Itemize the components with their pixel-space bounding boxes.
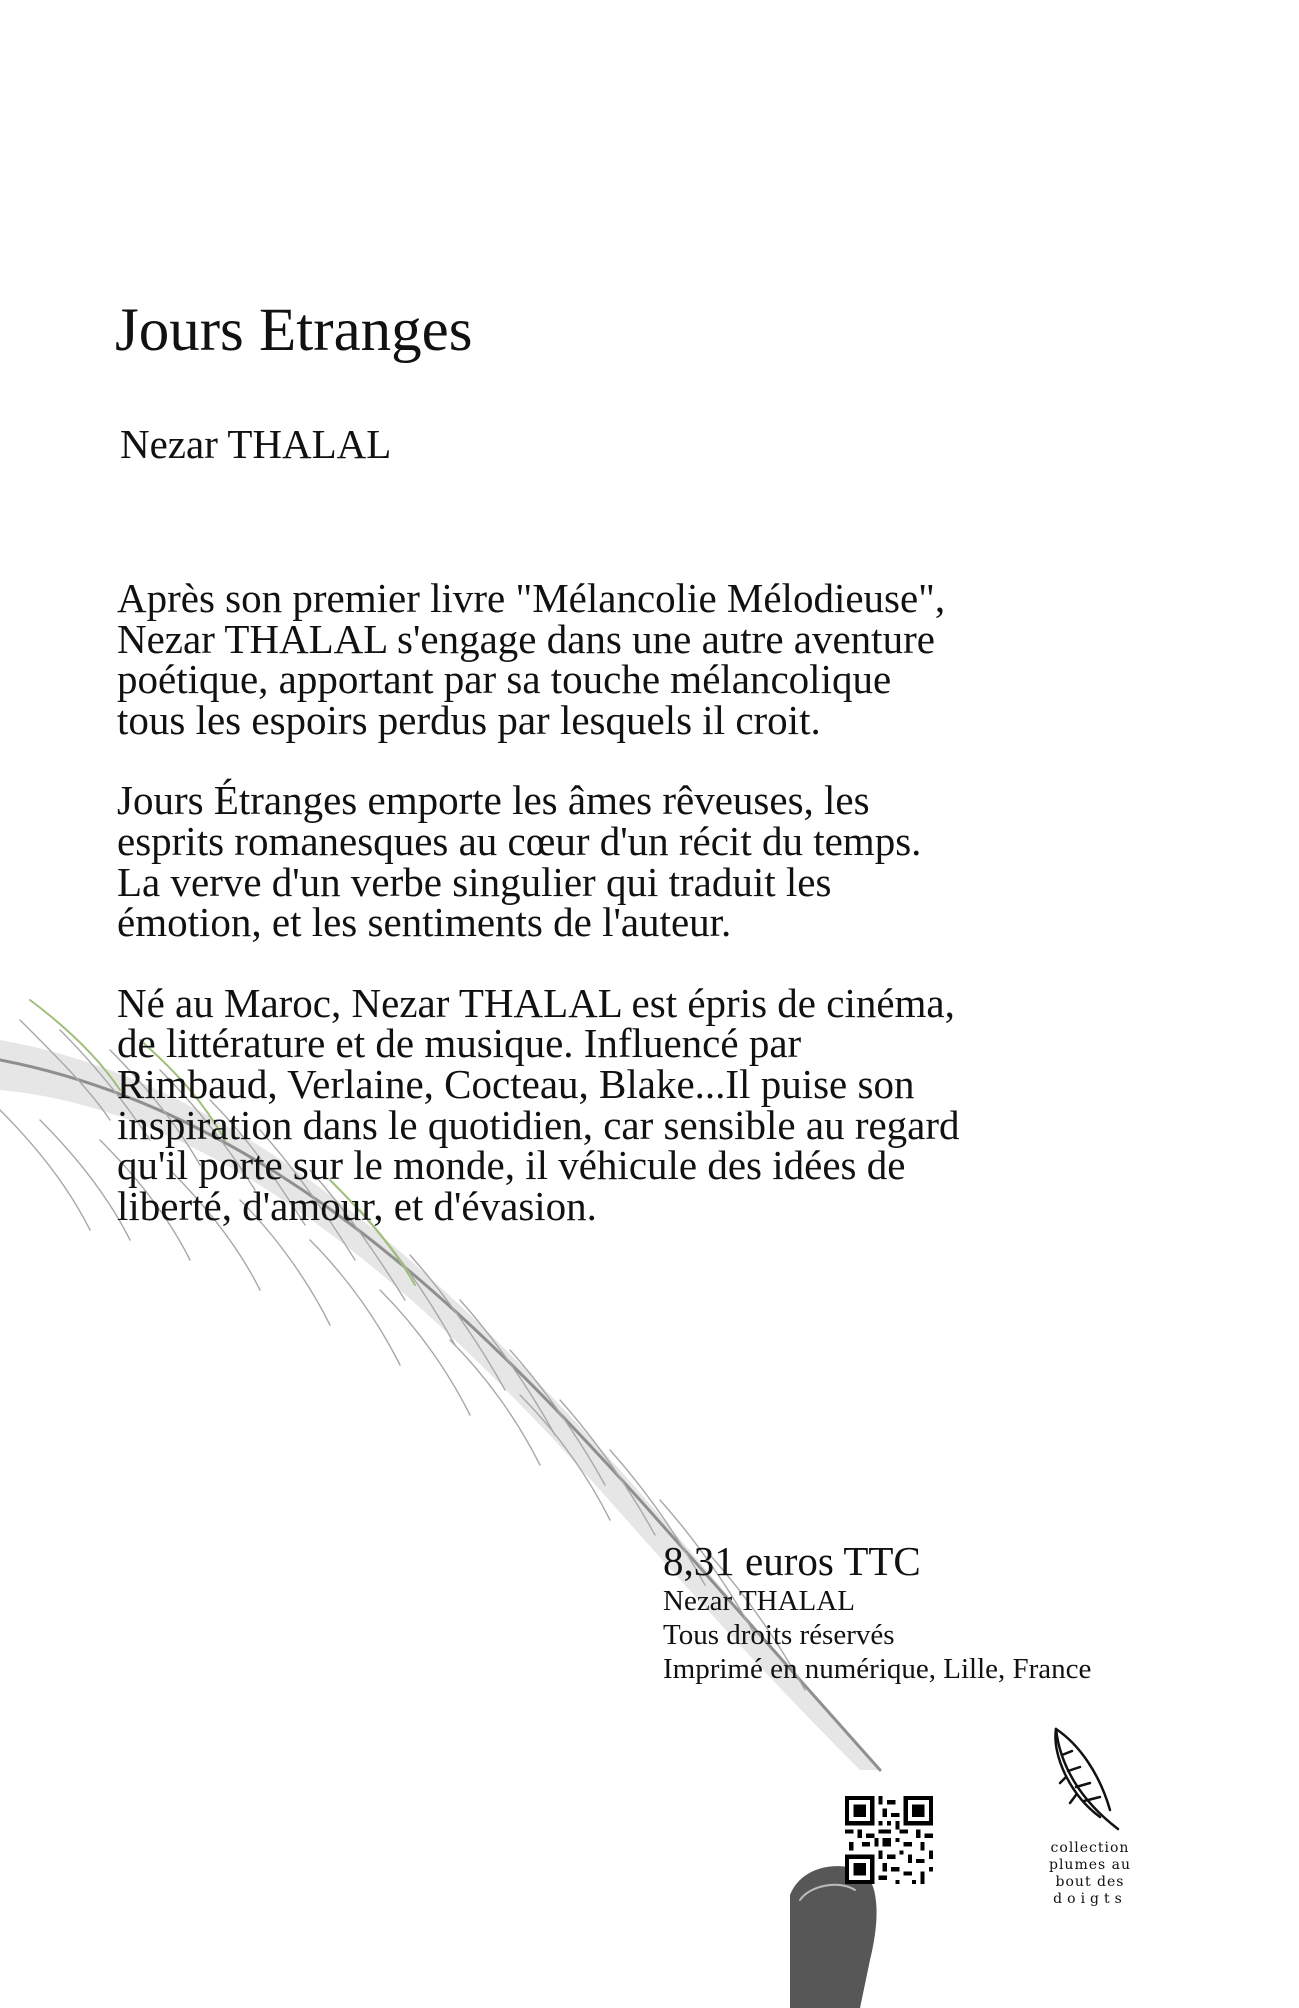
book-author: Nezar THALAL — [120, 421, 392, 467]
blurb-paragraph: Jours Étranges emporte les âmes rêveuses, les esprits romanesques au cœur d'un récit du temps. La verve d'un verbe singulier qui traduit les émotion, et les sentiments de l'auteur. — [117, 777, 922, 946]
blurb-paragraph: Après son premier livre "Mélancolie Mélodieuse", Nezar THALAL s'engage dans une autre aventure poétique, apportant par sa touche mélancolique tous les espoirs perdus par lesquels il croit. — [117, 575, 946, 743]
blurb — [117, 575, 967, 1266]
collection-line: doigts — [1053, 1891, 1127, 1907]
book-title: Jours Etranges — [115, 297, 473, 364]
rights-notice: Tous droits réservés — [663, 1619, 895, 1651]
collection-logo — [1040, 1840, 1140, 1908]
collection-line: bout des — [1055, 1874, 1125, 1890]
collection-line: collection — [1050, 1840, 1130, 1856]
collection-line: plumes au — [1048, 1857, 1131, 1873]
qr-code-icon — [845, 1796, 933, 1884]
price: 8,31 euros TTC — [663, 1538, 921, 1584]
blurb-paragraph: Né au Maroc, Nezar THALAL est épris de cinéma, de littérature et de musique. Influencé par Rimbaud, Verlaine, Cocteau, Blake...Il puise son inspiration dans le quotidien, car sensible au regard qu'il porte sur le monde, il véhicule des idées de liberté, d'amour, et d'évasion. — [117, 979, 960, 1229]
imprint-author: Nezar THALAL — [663, 1585, 855, 1617]
quill-pen-icon — [1050, 1725, 1130, 1835]
print-notice: Imprimé en numérique, Lille, France — [663, 1653, 1092, 1685]
imprint — [663, 1538, 1223, 1686]
